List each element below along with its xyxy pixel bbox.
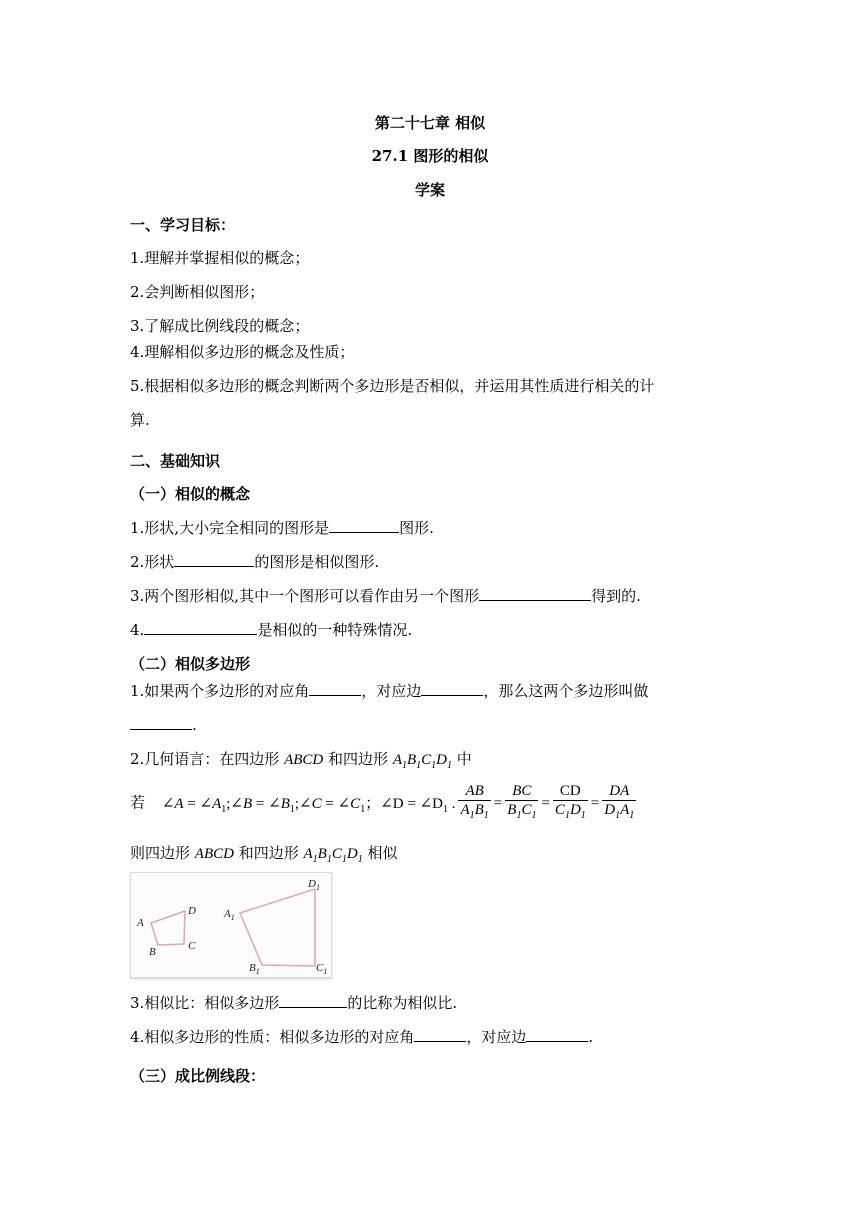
answer-blank[interactable] [130, 715, 192, 730]
objective-item: 2.会判断相似图形； [130, 283, 265, 301]
small-quadrilateral [151, 911, 185, 945]
ratio-bc: $\frac{BC}{B_1C_1}$ [505, 782, 538, 825]
label-b1: $B_1$ [249, 962, 260, 976]
label-d: D [188, 905, 196, 917]
answer-blank[interactable] [329, 518, 399, 533]
quad-abcd: ABCD [284, 752, 324, 768]
objective-item: 1.理解并掌握相似的概念； [130, 249, 310, 267]
objective-item: 算. [130, 411, 150, 429]
chapter-title: 第二十七章 相似 [374, 114, 486, 132]
answer-blank[interactable] [479, 586, 591, 601]
label-c: C [188, 940, 196, 952]
part2-q2: 2.几何语言：在四边形 ABCD 和四边形 $A_1B_1C_1D_1$ 中 [130, 750, 472, 771]
similarity-conclusion: 则四边形 ABCD 和四边形 $A_1B_1C_1D_1$ 相似 [130, 844, 398, 865]
part2-q4: 4.相似多边形的性质：相似多边形的对应角 ，对应边 . [130, 1028, 594, 1046]
part2-q3: 3.相似比：相似多边形 的比称为相似比. [130, 994, 458, 1012]
answer-blank[interactable] [421, 681, 483, 696]
answer-blank[interactable] [526, 1027, 588, 1042]
part2-q1: 1.如果两个多边形的对应角 ，对应边 ，那么这两个多边形叫做 [130, 682, 649, 700]
similarity-condition: 若 ∠A = $\angle A_1;\angle B$ = $\angle B_1;\angle C$ = $\angle C_1$；∠D = $\angle D_1$ . $\frac{AB}{A_1B_1}$ = $\frac{BC}{B_1C_1}$ = $\frac{CD}{C_1D_1}$ = $\frac{DA}{D_1A_1}$ [130, 782, 639, 828]
answer-blank[interactable] [144, 620, 257, 635]
part3-heading: （三）成比例线段： [130, 1067, 266, 1085]
quad-a1b1c1d1: $A_1B_1C_1D_1$ [392, 752, 453, 771]
answer-blank[interactable] [174, 552, 254, 567]
part1-q4: 4. 是相似的一种特殊情况. [130, 621, 413, 639]
doc-kind: 学案 [414, 181, 445, 199]
label-d1: $D_1$ [308, 878, 320, 892]
part1-q2: 2.形状 的图形是相似图形. [130, 553, 380, 571]
part2-q1-cont: . [130, 715, 197, 735]
part2-heading: （二）相似多边形 [130, 655, 251, 673]
label-b: B [149, 946, 156, 958]
section-title: 27.1 图形的相似 [371, 147, 489, 165]
large-quadrilateral [240, 889, 315, 966]
similar-quadrilaterals-figure [130, 872, 332, 978]
part1-q1: 1.形状,大小完全相同的图形是 图形. [130, 519, 434, 537]
label-c1: $C_1$ [316, 962, 328, 976]
ratio-da: $\frac{DA}{D_1A_1}$ [602, 782, 636, 825]
objective-item: 4.理解相似多边形的概念及性质； [130, 343, 355, 361]
objectives-heading: 一、学习目标： [130, 216, 236, 234]
ratio-ab: $\frac{AB}{A_1B_1}$ [458, 782, 490, 825]
label-a1: $A_1$ [224, 908, 235, 922]
basics-heading: 二、基础知识 [130, 452, 221, 470]
label-a: A [137, 917, 144, 929]
objective-item: 5.根据相似多边形的概念判断两个多边形是否相似，并运用其性质进行相关的计 [130, 377, 655, 395]
part1-heading: （一）相似的概念 [130, 485, 251, 503]
answer-blank[interactable] [309, 681, 361, 696]
answer-blank[interactable] [414, 1027, 466, 1042]
objective-item: 3.了解成比例线段的概念； [130, 317, 310, 335]
answer-blank[interactable] [279, 993, 347, 1008]
part1-q3: 3.两个图形相似,其中一个图形可以看作由另一个图形 得到的. [130, 587, 641, 605]
ratio-cd: $\frac{CD}{C_1D_1}$ [553, 782, 588, 825]
angle-equalities: ∠A = $\angle A_1;\angle B$ = $\angle B_1;\angle C$ = $\angle C_1$；∠D = $\angle D_1$ . [161, 795, 456, 815]
